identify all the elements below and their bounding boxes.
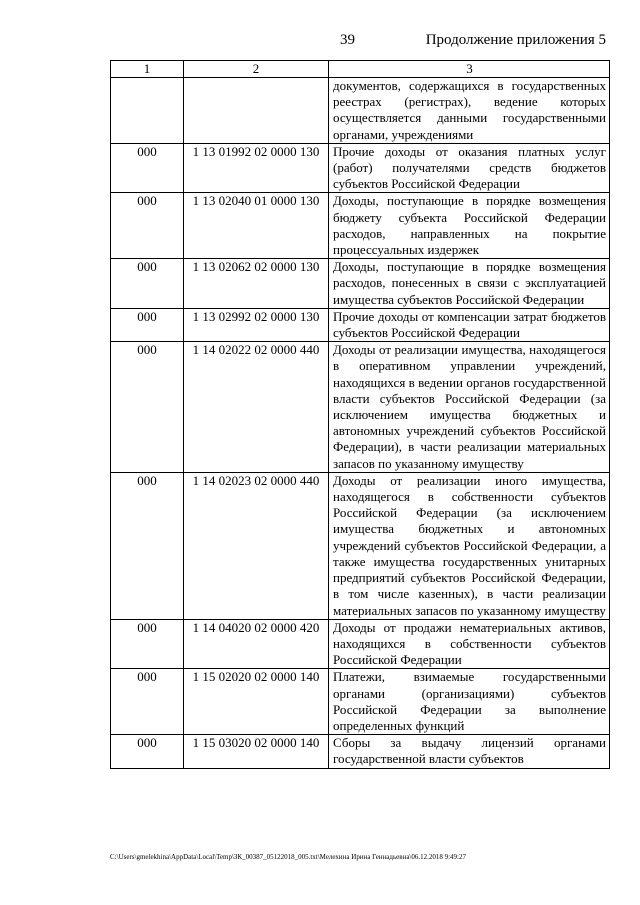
continuation-label: Продолжение приложения 5: [425, 32, 606, 48]
column-number-row: [111, 61, 610, 78]
table-row: [111, 472, 610, 619]
table-row: [111, 619, 610, 669]
admin-code-cell: 000: [111, 669, 184, 735]
revenue-name-cell: Сборы за выдачу лицензий органами государственной власти субъектов: [329, 735, 610, 768]
revenue-name-cell: Прочие доходы от компенсации затрат бюджетов субъектов Российской Федерации: [329, 308, 610, 341]
admin-code-cell: 000: [111, 342, 184, 473]
admin-code-cell: 000: [111, 259, 184, 309]
revenue-code-cell: 1 15 02020 02 0000 140: [184, 669, 329, 735]
revenue-name-cell: Доходы от продажи нематериальных активов, находящихся в собственности субъектов Российской Федерации: [329, 619, 610, 669]
revenue-name-cell: Доходы, поступающие в порядке возмещения расходов, понесенных в связи с эксплуатацией имущества субъектов Российской Федерации: [329, 259, 610, 309]
revenue-name-cell: Доходы от реализации имущества, находящегося в оперативном управлении учреждений, находящихся в ведении органов государственной власти субъектов Российской Федерации (за исключением имущества бюджетных и автономных учреждений субъектов Российской Федерации), в части реализации материальных запасов по указанному имуществу: [329, 342, 610, 473]
table-row: [111, 735, 610, 768]
page-number: 39: [340, 32, 355, 48]
revenue-code-cell: 1 13 02992 02 0000 130: [184, 308, 329, 341]
admin-code-cell: 000: [111, 735, 184, 768]
table-row: [111, 669, 610, 735]
revenue-code-cell: 1 15 03020 02 0000 140: [184, 735, 329, 768]
revenue-code-cell: 1 13 02062 02 0000 130: [184, 259, 329, 309]
revenue-code-cell: 1 13 01992 02 0000 130: [184, 143, 329, 193]
revenue-code-cell: 1 14 02023 02 0000 440: [184, 472, 329, 619]
table-row: [111, 259, 610, 309]
column-number-1: 1: [111, 61, 184, 78]
table-row: [111, 143, 610, 193]
revenue-name-cell: Доходы, поступающие в порядке возмещения бюджету субъекта Российской Федерации расходов, направленных на покрытие процессуальных издержек: [329, 193, 610, 259]
revenue-codes-table: [110, 60, 610, 769]
table-row: [111, 308, 610, 341]
revenue-name-cell: Прочие доходы от оказания платных услуг (работ) получателями средств бюджетов субъектов Российской Федерации: [329, 143, 610, 193]
column-number-2: 2: [184, 61, 329, 78]
admin-code-cell: 000: [111, 619, 184, 669]
admin-code-cell: 000: [111, 193, 184, 259]
admin-code-cell: 000: [111, 143, 184, 193]
table-row: [111, 342, 610, 473]
admin-code-cell: 000: [111, 472, 184, 619]
revenue-code-cell: 1 14 04020 02 0000 420: [184, 619, 329, 669]
admin-code-cell: 000: [111, 308, 184, 341]
file-path-footer: C:\Users\gmelekhina\AppData\Local\Temp\ЗК_00387_05122018_005.txt\Мелехина Ирина Геннадьевна\06.12.2018 9:49:27: [110, 853, 467, 861]
revenue-code-cell: [184, 78, 329, 144]
revenue-name-cell: Доходы от реализации иного имущества, находящегося в собственности субъектов Российской Федерации (за исключением имущества бюджетных и автономных учреждений субъектов Российской Федерации, а также имущества государственных унитарных предприятий субъектов Российской Федерации, в том числе казенных), в части реализации материальных запасов по указанному имуществу: [329, 472, 610, 619]
admin-code-cell: [111, 78, 184, 144]
revenue-name-cell: Платежи, взимаемые государственными органами (организациями) субъектов Российской Федерации за выполнение определенных функций: [329, 669, 610, 735]
revenue-code-cell: 1 13 02040 01 0000 130: [184, 193, 329, 259]
revenue-code-cell: 1 14 02022 02 0000 440: [184, 342, 329, 473]
revenue-name-cell: документов, содержащихся в государственных реестрах (регистрах), ведение которых осуществляется данными государственными органами, учреждениями: [329, 78, 610, 144]
table-row: [111, 193, 610, 259]
table-row: [111, 78, 610, 144]
column-number-3: 3: [329, 61, 610, 78]
